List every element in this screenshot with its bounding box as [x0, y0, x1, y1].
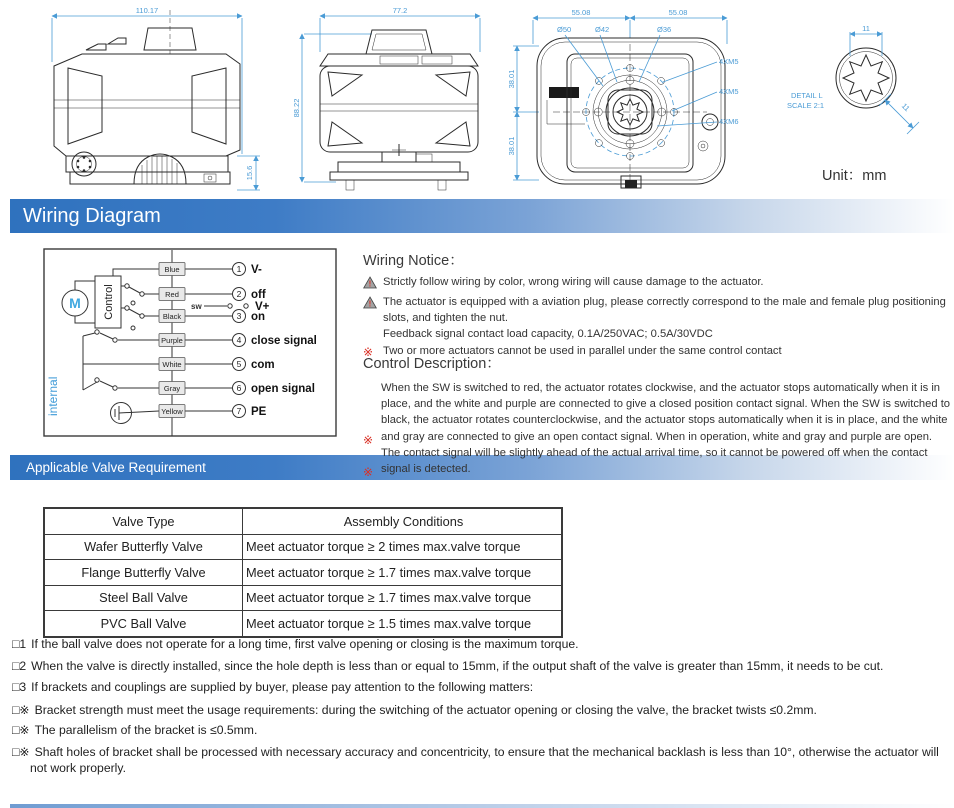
warning-triangle-icon: [363, 295, 383, 314]
dim-v2: 38.01: [507, 136, 516, 156]
wire-color-label: Gray: [163, 384, 181, 393]
notice-item: [363, 327, 954, 343]
note-prefix: □2: [12, 658, 27, 673]
note-prefix: □※: [12, 744, 30, 759]
terminal-label: on: [251, 311, 266, 323]
wiring-notice-title: Wiring Notice：: [363, 253, 464, 269]
applicable-valve-title: Applicable Valve Requirement: [26, 460, 206, 475]
column-header: Assembly Conditions: [243, 508, 563, 534]
terminal-number: 4: [236, 335, 242, 345]
front-view-drawing: [288, 4, 510, 196]
valve-type-cell: Steel Ball Valve: [44, 585, 243, 611]
valve-requirement-table: [43, 507, 563, 638]
dim-height: 88.22: [292, 98, 301, 118]
terminal-label: close signal: [251, 335, 317, 347]
terminal-number: 6: [236, 383, 242, 393]
wire-row-red: [159, 288, 266, 302]
wire-row-gray: [159, 382, 315, 396]
vplus-label: V+: [255, 301, 270, 313]
wire-rows: [159, 263, 317, 419]
wire-row-blue: [159, 263, 262, 277]
side-view-drawing: [30, 4, 265, 196]
table-row: [44, 611, 562, 637]
reference-mark-icon: ※: [363, 465, 374, 479]
dim-width: 77.2: [392, 6, 408, 15]
terminal-label: com: [251, 359, 275, 371]
note-prefix: □※: [12, 702, 30, 717]
wiring-schematic: [43, 248, 338, 438]
detail-dim-top: 11: [862, 24, 870, 33]
table-row: [44, 585, 562, 611]
column-header: Valve Type: [44, 508, 243, 534]
wire-color-label: Red: [165, 290, 179, 299]
detail-scale-label: SCALE 2:1: [787, 101, 825, 110]
dim-v1: 38.01: [507, 69, 516, 89]
bolt-4xm5-label-1: 4XM5: [719, 57, 739, 66]
control-description-paragraph: When the SW is switched to red, the actuator rotates clockwise, and the actuator stops automatically when it is in place, and the white and purple are connected to give a closed position contact signal. When the SW is switched to black, the actuator rotates counterclockwise, and the actuator stops automatically when it is in place, and the white and gray are connected to give an open contact signal. When in operation, white and gray and purple are open.: [381, 382, 951, 443]
bolt-4xm6-label: 4XM6: [719, 117, 739, 126]
note-text: The parallelism of the bracket is ≤0.5mm.: [34, 723, 258, 738]
unit-label: Unit：mm: [822, 168, 887, 184]
assembly-condition-cell: Meet actuator torque ≥ 1.7 times max.valve torque: [243, 585, 563, 611]
wire-color-label: Black: [162, 312, 182, 321]
wiring-diagram-title: Wiring Diagram: [23, 205, 161, 227]
spacer: [363, 327, 383, 328]
assembly-condition-cell: Meet actuator torque ≥ 2 times max.valve torque: [243, 534, 563, 560]
notice-item: [363, 295, 954, 326]
terminal-label: V-: [251, 264, 262, 276]
note-text: If brackets and couplings are supplied by buyer, please pay attention to the following matters:: [31, 680, 534, 695]
notes-section: [12, 637, 950, 776]
note-text: Shaft holes of bracket shall be processed with necessary accuracy and concentricity, to ensure that the mechanical backlash is less than 10°, otherwise the actuator will not work properly.: [30, 744, 939, 775]
wire-row-black: [159, 310, 265, 324]
next-section-bar-edge: [10, 804, 954, 808]
terminal-label: off: [251, 289, 266, 301]
bottom-view-drawing: [505, 4, 755, 200]
table-header-row: [44, 508, 562, 534]
svg-text:!: !: [368, 279, 372, 289]
note-text: Bracket strength must meet the usage requirements: during the switching of the actuator opening or closing the valve, the bracket twists ≤0.2mm.: [34, 702, 817, 717]
bolt-4xm5-label-2: 4XM5: [719, 87, 739, 96]
terminal-number: 2: [236, 289, 242, 299]
control-description-paragraph: The contact signal will be slightly ahead of the actual arrival time, so it cannot be powered off when the contact signal is detected.: [381, 446, 928, 476]
wire-color-label: White: [162, 360, 182, 369]
ground-symbol: [111, 403, 160, 424]
table-row: [44, 534, 562, 560]
detail-l-drawing: [783, 14, 933, 146]
terminal-label: open signal: [251, 383, 315, 395]
control-description-title: Control Description：: [363, 356, 501, 372]
dia-50-label: Ø50: [557, 25, 572, 34]
note-prefix: □※: [12, 723, 30, 738]
detail-dim-diag: 11: [899, 101, 912, 114]
dia-42-label: Ø42: [595, 25, 610, 34]
reference-mark-icon: ※: [363, 344, 374, 359]
terminal-number: 7: [236, 406, 242, 416]
valve-type-cell: Wafer Butterfly Valve: [44, 534, 243, 560]
black-switch: [121, 306, 159, 330]
wire-row-purple: [159, 334, 317, 348]
dim-left: 55.08: [571, 8, 591, 17]
terminal-label: PE: [251, 406, 267, 418]
note-item: [12, 680, 950, 696]
note-text: If the ball valve does not operate for a long time, first valve opening or closing is the maximum torque.: [31, 637, 579, 651]
wire-color-label: Blue: [164, 265, 180, 274]
notice-text: Feedback signal contact load capacity, 0.1A/250VAC; 0.5A/30VDC: [383, 328, 713, 341]
svg-text:!: !: [368, 299, 372, 309]
control-description-section: [363, 352, 954, 477]
wire-color-label: Purple: [161, 336, 183, 345]
note-text: When the valve is directly installed, since the hole depth is less than or equal to 15mm, if the output shaft of the valve is greater than 15mm, it needs to be cut.: [31, 658, 884, 673]
terminal-number: 1: [236, 264, 242, 274]
valve-type-cell: Flange Butterfly Valve: [44, 560, 243, 586]
note-prefix: □3: [12, 680, 27, 695]
table-row: [44, 560, 562, 586]
control-description-body: [363, 380, 954, 477]
sw-label: sw: [191, 302, 202, 311]
terminal-number: 3: [236, 311, 242, 321]
assembly-condition-cell: Meet actuator torque ≥ 1.7 times max.valve torque: [243, 560, 563, 586]
detail-label: DETAIL L: [791, 91, 823, 100]
wire-color-label: Yellow: [161, 407, 183, 416]
note-prefix: □1: [12, 637, 27, 651]
control-label: Control: [103, 284, 115, 320]
feedback-switches: [83, 330, 159, 390]
wiring-diagram-header: [10, 199, 954, 233]
wiring-notice-section: [363, 249, 954, 360]
wire-row-yellow: [159, 405, 267, 419]
notice-text: Strictly follow wiring by color, wrong wiring will cause damage to the actuator.: [383, 276, 764, 288]
dim-right: 55.08: [668, 8, 688, 17]
notice-text: Two or more actuators cannot be used in parallel under the same control contact: [383, 344, 782, 357]
warning-triangle-icon: [363, 275, 383, 294]
note-item: [12, 745, 950, 776]
notice-item: [363, 275, 954, 294]
note-item: [12, 637, 950, 653]
note-item: [12, 659, 950, 675]
dim-width: 110.17: [135, 6, 159, 15]
note-item: [12, 723, 950, 739]
assembly-condition-cell: Meet actuator torque ≥ 1.5 times max.valve torque: [243, 611, 563, 637]
reference-mark-icon: ※: [363, 433, 374, 447]
notice-text: The actuator is equipped with a aviation plug, please correctly correspond to the male and female plug positioning slots, and tighten the nut.: [383, 296, 946, 324]
internal-label: internal: [46, 376, 60, 416]
note-item: [12, 703, 950, 719]
motor-label: M: [69, 295, 81, 311]
dim-foot-height: 15.6: [245, 165, 254, 181]
valve-type-cell: PVC Ball Valve: [44, 611, 243, 637]
wire-row-white: [159, 358, 275, 372]
terminal-number: 5: [236, 359, 242, 369]
red-switch: [121, 284, 159, 305]
dia-36-label: Ø36: [657, 25, 672, 34]
